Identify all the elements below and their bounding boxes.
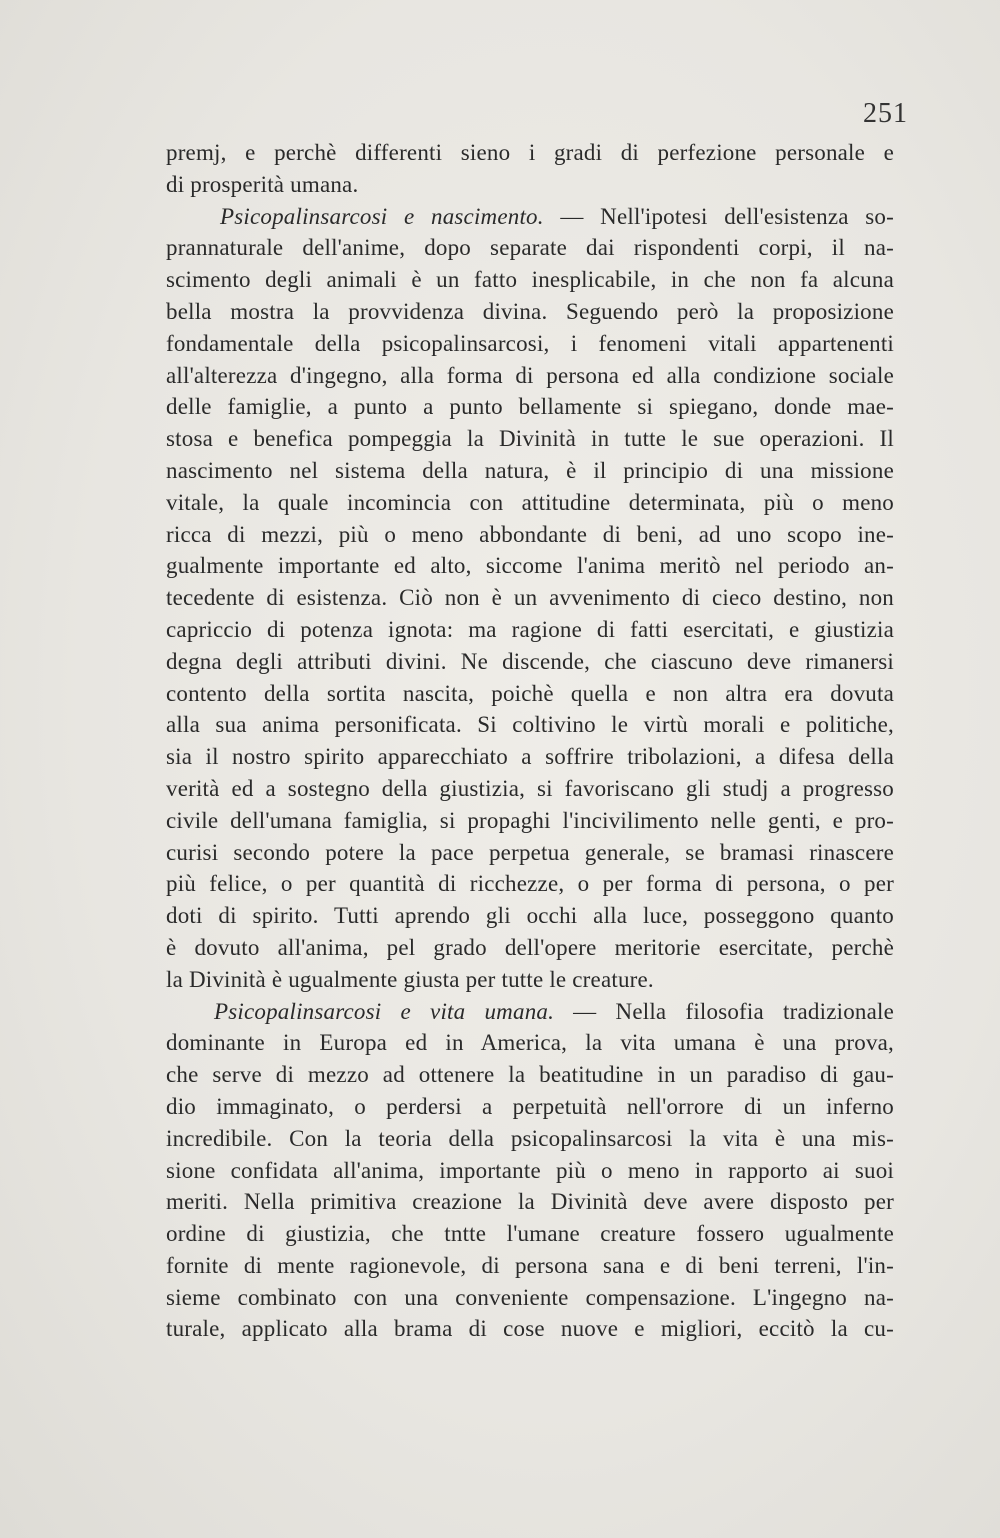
text-line: prannaturale dell'anime, dopo separate dai rispondenti corpi, il na- xyxy=(166,235,894,261)
text-line: fornite di mente ragionevole, di persona sana e di beni terreni, l'in- xyxy=(166,1252,894,1278)
text-line: gualmente importante ed alto, siccome l'anima meritò nel periodo an- xyxy=(166,553,894,579)
section-title-italic: Psicopalinsarcosi e nascimento. xyxy=(220,203,544,229)
text-line: capriccio di potenza ignota: ma ragione di fatti esercitati, e giustizia xyxy=(166,616,894,642)
body-text xyxy=(166,137,894,1345)
text-line: civile dell'umana famiglia, si propaghi l'incivilimento nelle genti, e pro- xyxy=(166,807,894,833)
text-line: è dovuto all'anima, pel grado dell'opere meritorie esercitate, perchè xyxy=(166,934,894,960)
page-number: 251 xyxy=(863,98,908,129)
text-line: contento della sortita nascita, poichè quella e non altra era dovuta xyxy=(166,680,894,706)
text-line-section-heading: Psicopalinsarcosi e nascimento. — Nell'ipotesi dell'esistenza so- xyxy=(220,203,894,229)
text-line: verità ed a sostegno della giustizia, si favoriscano gli studj a progresso xyxy=(166,775,894,801)
text-line: turale, applicato alla brama di cose nuove e migliori, eccitò la cu- xyxy=(166,1316,894,1342)
text-line: dio immaginato, o perdersi a perpetuità nell'orrore di un inferno xyxy=(166,1093,894,1119)
text-line: stosa e benefica pompeggia la Divinità in tutte le sue operazioni. Il xyxy=(166,426,894,452)
text-line: che serve di mezzo ad ottenere la beatitudine in un paradiso di gau- xyxy=(166,1062,894,1088)
text-line: sieme combinato con una conveniente compensazione. L'ingegno na- xyxy=(166,1284,894,1310)
section-title-italic: Psicopalinsarcosi e vita umana. xyxy=(214,998,555,1024)
text-line: degna degli attributi divini. Ne discende, che ciascuno deve rimanersi xyxy=(166,648,894,674)
text-line: delle famiglie, a punto a punto bellamente si spiegano, donde mae- xyxy=(166,394,894,420)
text-line: scimento degli animali è un fatto inesplicabile, in che non fa alcuna xyxy=(166,267,894,293)
text-line: all'alterezza d'ingegno, alla forma di persona ed alla condizione sociale xyxy=(166,362,894,388)
text-line: ordine di giustizia, che tntte l'umane creature fossero ugualmente xyxy=(166,1221,894,1247)
text-line: più felice, o per quantità di ricchezze, o per forma di persona, o per xyxy=(166,871,894,897)
text-line: meriti. Nella primitiva creazione la Divinità deve avere disposto per xyxy=(166,1189,894,1215)
text-line: dominante in Europa ed in America, la vita umana è una prova, xyxy=(166,1030,894,1056)
text-line: vitale, la quale incomincia con attitudine determinata, più o meno xyxy=(166,489,894,515)
text-line: curisi secondo potere la pace perpetua generale, se bramasi rinascere xyxy=(166,839,894,865)
text-line: ricca di mezzi, più o meno abbondante di beni, ad uno scopo ine- xyxy=(166,521,894,547)
text-line: incredibile. Con la teoria della psicopalinsarcosi la vita è una mis- xyxy=(166,1125,894,1151)
text-line: tecedente di esistenza. Ciò non è un avvenimento di cieco destino, non xyxy=(166,585,894,611)
text-line: sia il nostro spirito apparecchiato a soffrire tribolazioni, a difesa della xyxy=(166,744,894,770)
text-line: alla sua anima personificata. Si coltivino le virtù morali e politiche, xyxy=(166,712,894,738)
text-line: doti di spirito. Tutti aprendo gli occhi alla luce, posseggono quanto xyxy=(166,903,894,929)
text-line: la Divinità è ugualmente giusta per tutte le creature. xyxy=(166,966,654,992)
text-line: premj, e perchè differenti sieno i gradi di perfezione personale e xyxy=(166,140,894,165)
text-line: fondamentale della psicopalinsarcosi, i fenomeni vitali appartenenti xyxy=(166,330,894,356)
text-line: nascimento nel sistema della natura, è il principio di una missione xyxy=(166,457,894,483)
text-line: di prosperità umana. xyxy=(166,171,359,197)
text-line-section-heading: Psicopalinsarcosi e vita umana. — Nella filosofia tradizionale xyxy=(214,998,894,1024)
text-line: bella mostra la provvidenza divina. Seguendo però la proposizione xyxy=(166,298,894,324)
text-line: sione confidata all'anima, importante più o meno in rapporto ai suoi xyxy=(166,1157,894,1183)
